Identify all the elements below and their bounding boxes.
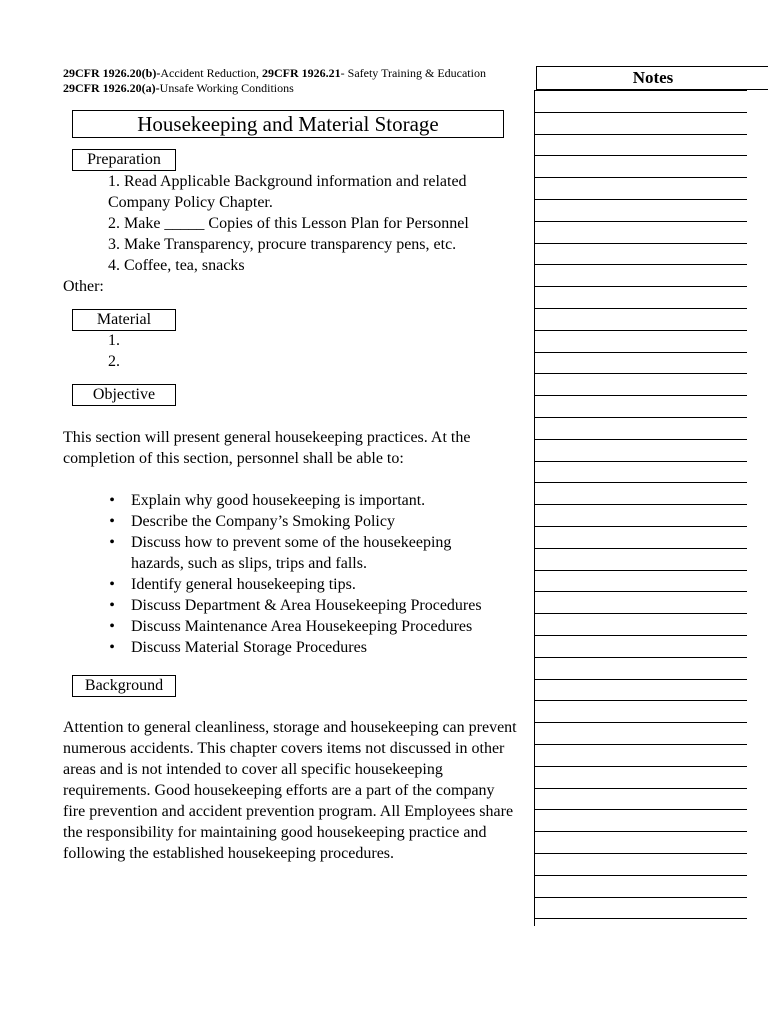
bullet-icon: •	[109, 492, 115, 509]
other-label: Other:	[63, 278, 104, 295]
notes-line	[535, 504, 747, 505]
bullet-icon: •	[109, 597, 115, 614]
list-item	[63, 595, 531, 616]
reg-text: Unsafe Working Conditions	[159, 81, 294, 95]
notes-line	[535, 918, 747, 919]
notes-line	[535, 744, 747, 745]
objective-text: Discuss Maintenance Area Housekeeping Procedures	[131, 618, 473, 635]
reg-text: Safety Training & Education	[344, 66, 486, 80]
reg-sep: -	[340, 66, 345, 80]
section-label-background: Background	[72, 675, 176, 697]
section-label-material: Material	[72, 309, 176, 331]
bullet-icon: •	[109, 639, 115, 656]
preparation-item: 2. Make _____ Copies of this Lesson Plan for Personnel	[108, 215, 469, 232]
background-paragraph: Attention to general cleanliness, storage and housekeeping can prevent numerous accidents. This chapter covers items not discussed in other areas and is not intended to cover all specific housekeeping requirements. Good housekeeping efforts are a part of the company fire prevention and accident prevention program. All Employees share the responsibility for maintaining good housekeeping practice and following the established housekeeping procedures.	[63, 719, 517, 862]
bullet-icon: •	[109, 618, 115, 635]
notes-line	[535, 155, 747, 156]
notes-line	[535, 395, 747, 396]
objective-text: Identify general housekeeping tips.	[131, 576, 356, 593]
regulation-references-line-1	[63, 66, 486, 81]
reg-text: Accident Reduction,	[160, 66, 262, 80]
notes-line	[535, 570, 747, 571]
material-item: 1.	[108, 332, 120, 349]
objective-text: Describe the Company’s Smoking Policy	[131, 513, 395, 530]
notes-line	[535, 134, 747, 135]
preparation-item: 4. Coffee, tea, snacks	[108, 257, 245, 274]
notes-line	[535, 439, 747, 440]
notes-line	[535, 482, 747, 483]
objective-text: Discuss how to prevent some of the housekeeping hazards, such as slips, trips and falls.	[131, 534, 452, 572]
notes-line	[535, 875, 747, 876]
objective-list	[63, 490, 531, 658]
list-item	[63, 532, 531, 574]
reg-code: 29CFR 1926.20(a)	[63, 81, 156, 95]
notes-line	[535, 199, 747, 200]
objective-text: Discuss Material Storage Procedures	[131, 639, 367, 656]
notes-line	[535, 461, 747, 462]
notes-ruled-lines	[534, 90, 747, 926]
notes-line	[535, 352, 747, 353]
notes-header: Notes	[536, 66, 768, 90]
notes-line	[535, 177, 747, 178]
section-label-objective: Objective	[72, 384, 176, 406]
notes-line	[535, 635, 747, 636]
notes-line	[535, 809, 747, 810]
reg-code: 29CFR 1926.21	[261, 66, 341, 80]
bullet-icon: •	[109, 513, 115, 530]
bullet-icon: •	[109, 534, 115, 551]
document-title: Housekeeping and Material Storage	[72, 110, 504, 138]
preparation-item: 1. Read Applicable Background information and related	[108, 173, 467, 190]
notes-line	[535, 788, 747, 789]
notes-line	[535, 657, 747, 658]
reg-sep: -	[155, 81, 160, 95]
reg-code: 29CFR 1926.20(b)	[63, 66, 157, 80]
notes-line	[535, 548, 747, 549]
preparation-item: 3. Make Transparency, procure transparency pens, etc.	[108, 236, 457, 253]
preparation-item: Company Policy Chapter.	[108, 194, 273, 211]
notes-line	[535, 591, 747, 592]
notes-line	[535, 330, 747, 331]
notes-line	[535, 286, 747, 287]
notes-line	[535, 700, 747, 701]
notes-line	[535, 417, 747, 418]
notes-line	[535, 766, 747, 767]
notes-line	[535, 243, 747, 244]
notes-line	[535, 526, 747, 527]
objective-text: Discuss Department & Area Housekeeping Procedures	[131, 597, 482, 614]
notes-line	[535, 853, 747, 854]
notes-line	[535, 264, 747, 265]
notes-line	[535, 112, 747, 113]
list-item	[63, 616, 531, 637]
section-label-preparation: Preparation	[72, 149, 176, 171]
notes-line	[535, 897, 747, 898]
notes-line	[535, 613, 747, 614]
notes-line	[535, 831, 747, 832]
list-item	[63, 637, 531, 658]
reg-sep: -	[156, 66, 161, 80]
material-item: 2.	[108, 353, 120, 370]
notes-line	[535, 722, 747, 723]
notes-line	[535, 90, 747, 91]
list-item	[63, 511, 531, 532]
objective-intro: This section will present general housekeeping practices. At the completion of this section, personnel shall be able to:	[63, 429, 471, 467]
notes-line	[535, 373, 747, 374]
notes-line	[535, 679, 747, 680]
notes-line	[535, 221, 747, 222]
list-item	[63, 490, 531, 511]
regulation-references-line-2	[63, 81, 294, 96]
bullet-icon: •	[109, 576, 115, 593]
notes-line	[535, 308, 747, 309]
objective-text: Explain why good housekeeping is important.	[131, 492, 426, 509]
list-item	[63, 574, 531, 595]
